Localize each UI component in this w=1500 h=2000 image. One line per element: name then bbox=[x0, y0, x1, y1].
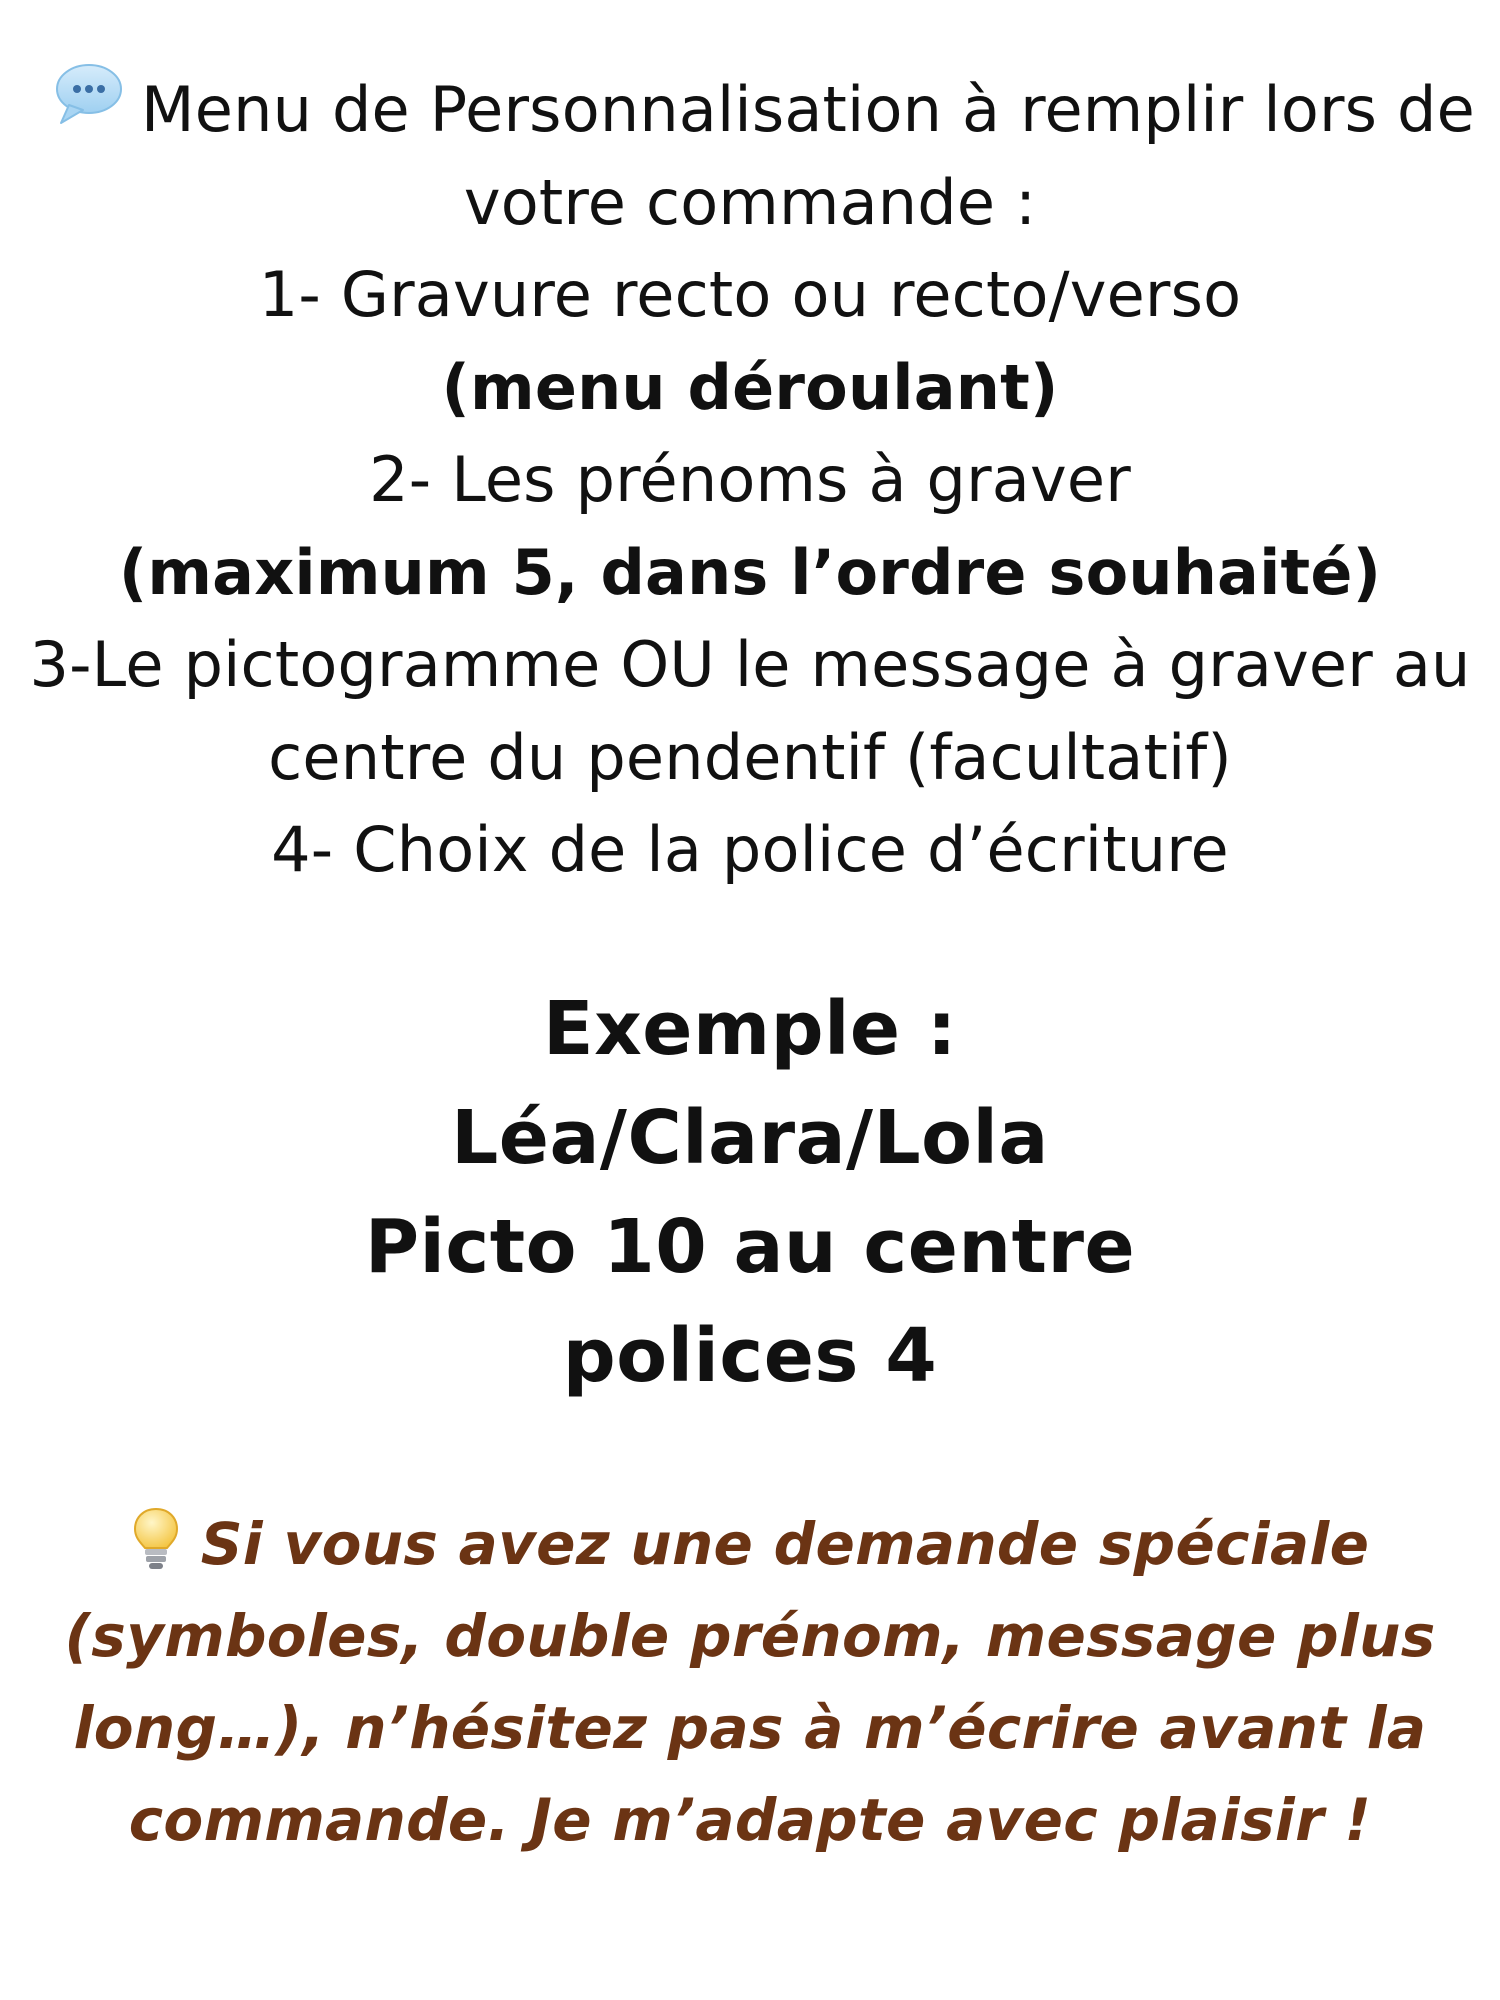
speech-bubble-icon bbox=[55, 58, 123, 120]
menu-line-1 bbox=[0, 58, 1500, 157]
example-names: Léa/Clara/Lola bbox=[451, 1095, 1049, 1181]
note-line-4: commande. Je m’adapte avec plaisir ! bbox=[128, 1786, 1372, 1854]
example-picto: Picto 10 au centre bbox=[364, 1204, 1136, 1290]
note-line-2: (symboles, double prénom, message plus bbox=[64, 1602, 1436, 1670]
menu-line-4: (menu déroulant) bbox=[441, 350, 1059, 424]
note-line-1 bbox=[0, 1498, 1500, 1590]
menu-line-3: 1- Gravure recto ou recto/verso bbox=[258, 258, 1242, 331]
menu-line-9: 4- Choix de la police d’écriture bbox=[271, 813, 1229, 886]
menu-title-text: Menu de Personnalisation à remplir lors de bbox=[141, 73, 1475, 146]
special-request-note bbox=[0, 1498, 1500, 1866]
menu-line-6: (maximum 5, dans l’ordre souhaité) bbox=[118, 535, 1382, 609]
example-font: polices 4 bbox=[562, 1313, 938, 1399]
menu-line-5: 2- Les prénoms à graver bbox=[369, 443, 1131, 516]
example-block bbox=[0, 975, 1500, 1411]
note-line-1-text: Si vous avez une demande spéciale bbox=[200, 1510, 1370, 1578]
lightbulb-icon bbox=[131, 1506, 181, 1572]
menu-line-7: 3-Le pictogramme OU le message à graver au bbox=[29, 628, 1471, 701]
menu-line-2: votre commande : bbox=[463, 165, 1037, 239]
note-line-3: long…), n’hésitez pas à m’écrire avant la bbox=[73, 1694, 1427, 1762]
example-title: Exemple : bbox=[543, 986, 957, 1072]
menu-line-8: centre du pendentif (facultatif) bbox=[268, 720, 1232, 794]
personalization-menu bbox=[0, 58, 1500, 897]
